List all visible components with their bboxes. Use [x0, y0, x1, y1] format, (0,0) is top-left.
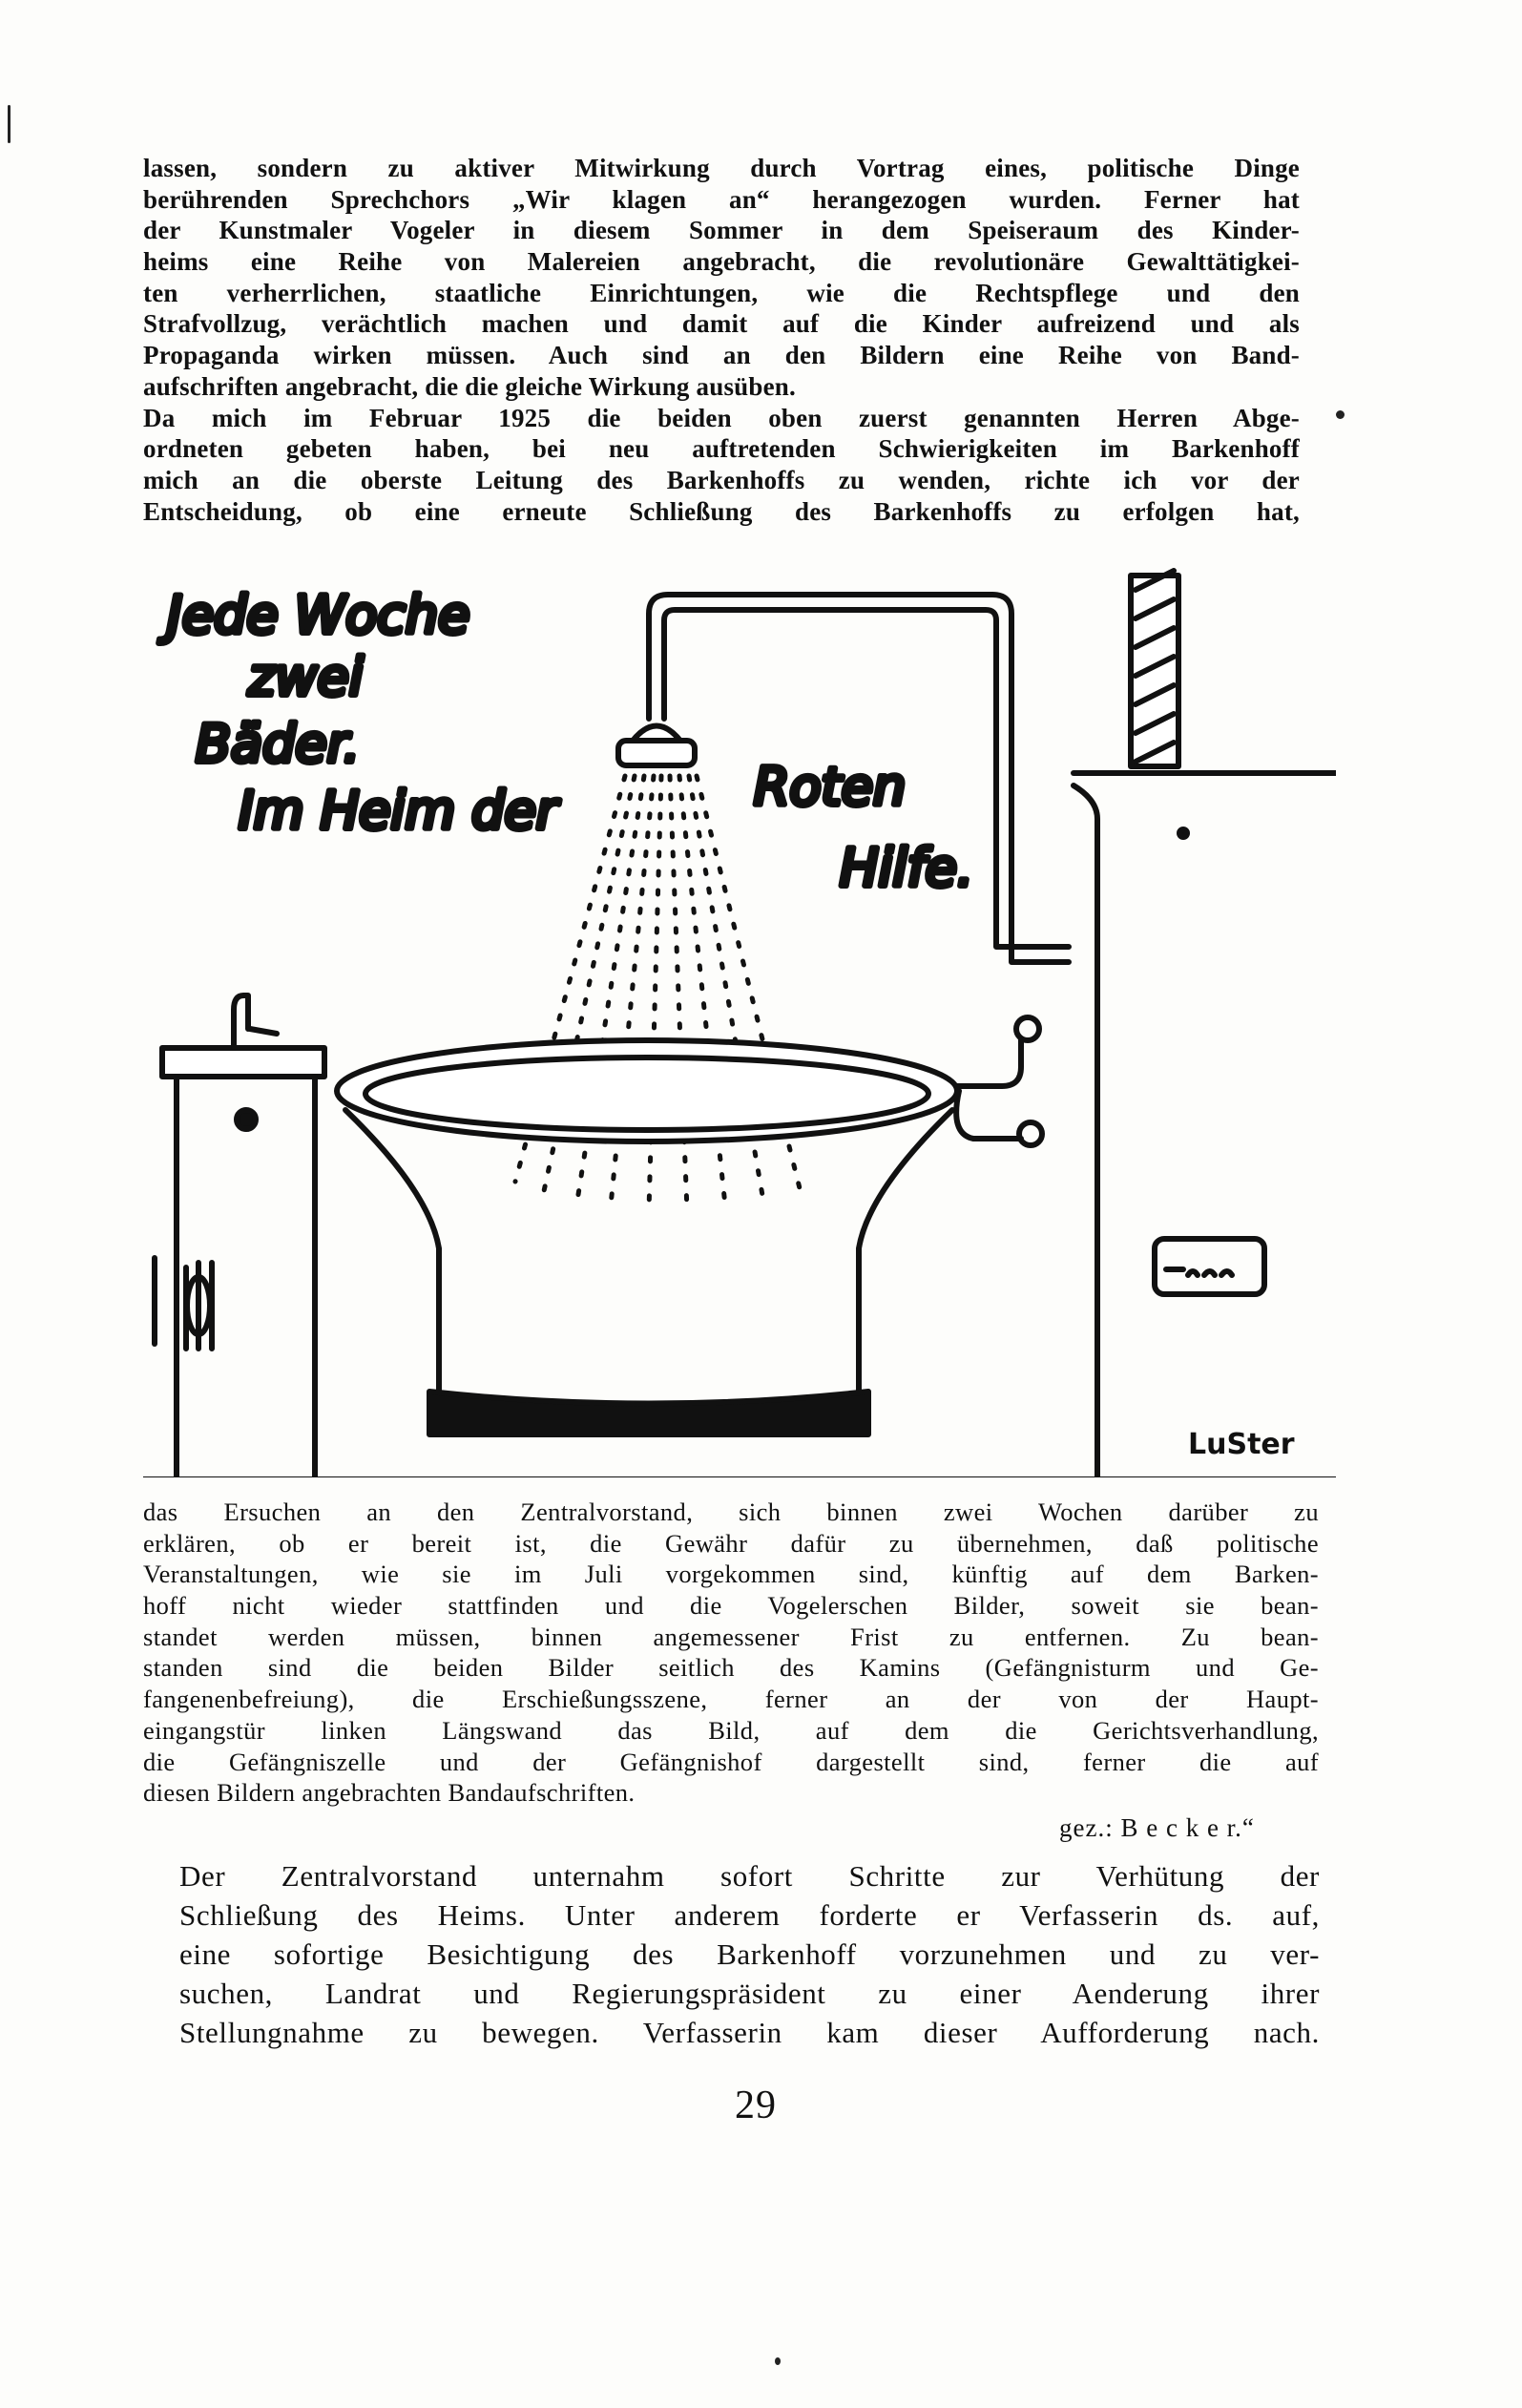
caption-line: Jede Woche [167, 585, 470, 645]
caption-line: Hilfe. [840, 838, 974, 898]
fireplace [1074, 773, 1336, 1477]
window [1131, 571, 1178, 766]
letter-signature: gez.: B e c k e r.“ [1059, 1813, 1255, 1842]
text-line: Da mich im Februar 1925 die beiden oben zuerst genannten Herren Abge- [143, 403, 1300, 432]
text-line: erklären, ob er bereit ist, die Gewähr dafür zu übernehmen, daß politische [143, 1528, 1319, 1558]
water-spray [515, 776, 802, 1210]
text-line: diesen Bildern angebrachten Bandaufschriften. [143, 1778, 636, 1808]
artist-signature: LuSter [1188, 1428, 1295, 1461]
caption-line: Im Heim der [239, 781, 557, 841]
text-line: berührenden Sprechchors „Wir klagen an“ herangezogen wurden. Ferner hat [143, 184, 1300, 214]
text-line: mich an die oberste Leitung des Barkenhoffs zu wenden, richte ich vor der [143, 465, 1300, 494]
bathroom-illustration [143, 561, 1336, 1477]
caption-line: zwei [248, 647, 364, 707]
text-line: heims eine Reihe von Malereien angebracht, die revolutionäre Gewalttätigkei- [143, 247, 1300, 277]
text-line: Veranstaltungen, wie sie im Juli vorgekommen sind, künftig auf dem Barken- [143, 1560, 1319, 1589]
text-line: standet werden müssen, binnen angemessener Frist zu entfernen. Zu bean- [143, 1622, 1319, 1651]
text-line: Propaganda wirken müssen. Auch sind an den Bildern eine Reihe von Band- [143, 341, 1300, 370]
text-line: der Kunstmaler Vogeler in diesem Sommer in dem Speiseraum des Kinder- [143, 216, 1300, 245]
page-number: 29 [735, 2083, 777, 2127]
text-line: Stellungnahme zu bewegen. Verfasserin kam dieser Aufforderung nach. [179, 2016, 1320, 2049]
caption-line: Roten [754, 757, 907, 817]
text-line: ordneten gebeten haben, bei neu auftretenden Schwierigkeiten im Barkenhoff [143, 434, 1300, 464]
text-line: eingangstür linken Längswand das Bild, auf dem die Gerichtsverhandlung, [143, 1715, 1319, 1745]
text-line: fangenenbefreiung), die Erschießungsszene, ferner an der von der Haupt- [143, 1685, 1319, 1714]
text-line: das Ersuchen an den Zentralvorstand, sich binnen zwei Wochen darüber zu [143, 1497, 1319, 1526]
text-line: hoff nicht wieder stattfinden und die Vogelerschen Bilder, soweit sie bean- [143, 1591, 1319, 1621]
text-line: lassen, sondern zu aktiver Mitwirkung durch Vortrag eines, politische Dinge [143, 154, 1300, 182]
top-paragraph [143, 153, 1300, 527]
text-line: Der Zentralvorstand unternahm sofort Schritte zur Verhütung der [179, 1859, 1320, 1893]
scan-speck [775, 2357, 781, 2365]
text-line: Schließung des Heims. Unter anderem forderte er Verfasserin ds. auf, [179, 1898, 1320, 1932]
bathtub [337, 1040, 957, 1434]
text-line: die Gefängniszelle und der Gefängnishof dargestellt sind, ferner die auf [143, 1747, 1319, 1776]
caption-line: Bäder. [196, 714, 361, 774]
text-line: Strafvollzug, verächtlich machen und damit auf die Kinder aufreizend und als [143, 309, 1300, 339]
letter-paragraph [143, 1497, 1319, 1809]
text-line: Entscheidung, ob eine erneute Schließung des Barkenhoffs zu erfolgen hat, [143, 496, 1300, 526]
text-line: standen sind die beiden Bilder seitlich des Kamins (Gefängnisturm und Ge- [143, 1653, 1319, 1683]
shower-head [618, 726, 695, 766]
text-line: ten verherrlichen, staatliche Einrichtungen, wie die Rechtspflege und den [143, 278, 1300, 307]
text-line: eine sofortige Besichtigung des Barkenhoff vorzunehmen und zu ver- [179, 1937, 1320, 1971]
body-paragraph [179, 1856, 1320, 2052]
scan-speck [8, 105, 10, 143]
text-line: suchen, Landrat und Regierungspräsident zu einer Aenderung ihrer [179, 1977, 1320, 2010]
text-line: aufschriften angebracht, die die gleiche Wirkung ausüben. [143, 371, 796, 401]
scan-speck [1336, 410, 1345, 419]
faucet [945, 1017, 1042, 1145]
sink-cabinet [155, 995, 324, 1477]
